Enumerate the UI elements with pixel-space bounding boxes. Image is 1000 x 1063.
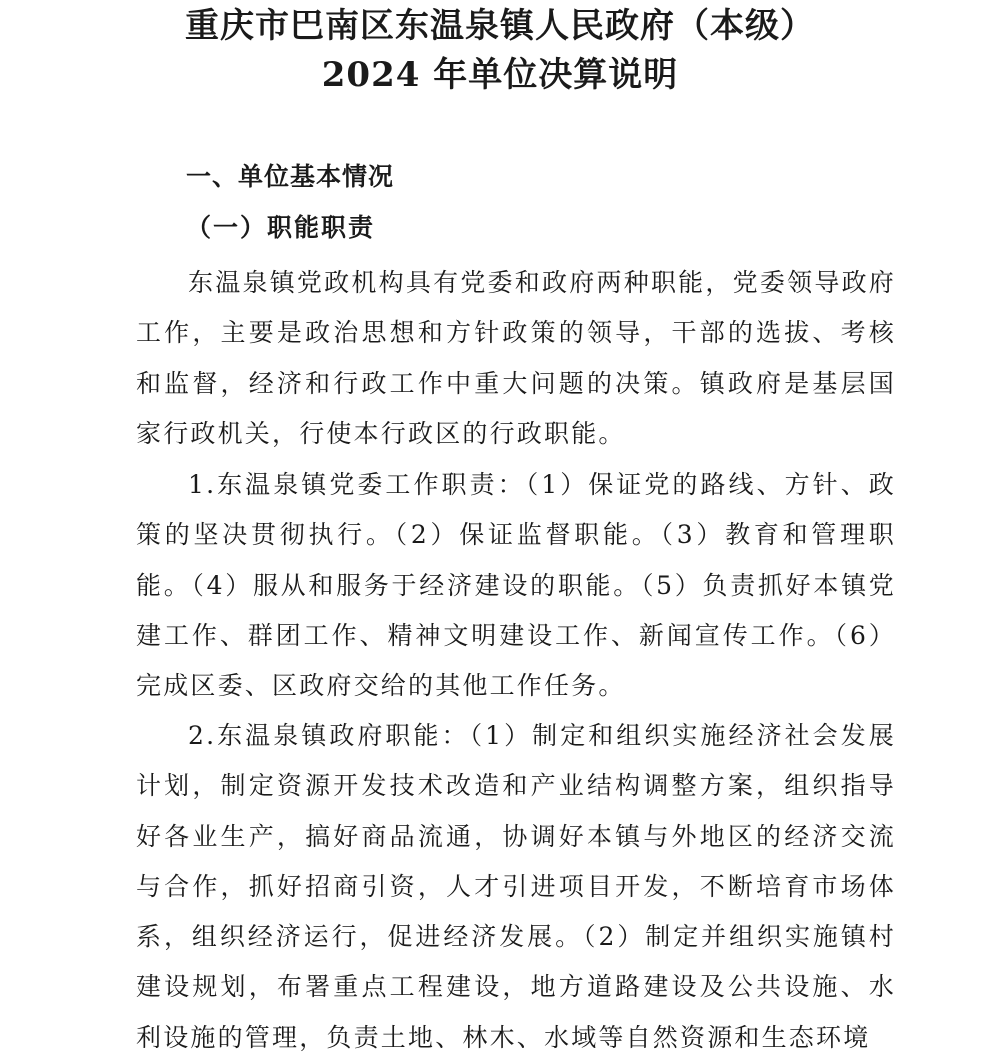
paragraph-party-committee-duties: 1.东温泉镇党委工作职责：（1）保证党的路线、方针、政策的坚决贯彻执行。（2）保证监督职能。（3）教育和管理职能。（4）服从和服务于经济建设的职能。（5）负责抓好本镇党建工作、群团工作、精神文明建设工作、新闻宣传工作。（6）完成区委、区政府交给的其他工作任务。 xyxy=(136,470,896,701)
paragraph-government-functions: 2.东温泉镇政府职能：（1）制定和组织实施经济社会发展计划，制定资源开发技术改造和产业结构调整方案，组织指导好各业生产，搞好商品流通，协调好本镇与外地区的经济交流与合作，抓好招商引资，人才引进项目开发，不断培育市场体系，组织经济运行，促进经济发展。（2）制定并组织实施镇村建设规划，布署重点工程建设，地方道路建设及公共设施、水利设施的管理，负责土地、林木、水域等自然资源和生态环境 xyxy=(136,721,896,1052)
document-title-line-1: 重庆市巴南区东温泉镇人民政府（本级） xyxy=(185,6,815,46)
paragraph-overview: 东温泉镇党政机构具有党委和政府两种职能，党委领导政府工作，主要是政治思想和方针政策的领导，干部的选拔、考核和监督，经济和行政工作中重大问题的决策。镇政府是基层国家行政机关，行使本行政区的行政职能。 xyxy=(136,268,896,448)
section-heading-basic-info: 一、单位基本情况 xyxy=(186,162,395,191)
subsection-heading-functions: （一）职能职责 xyxy=(186,213,376,242)
document-title-line-2: 2024 年单位决算说明 xyxy=(321,55,679,95)
